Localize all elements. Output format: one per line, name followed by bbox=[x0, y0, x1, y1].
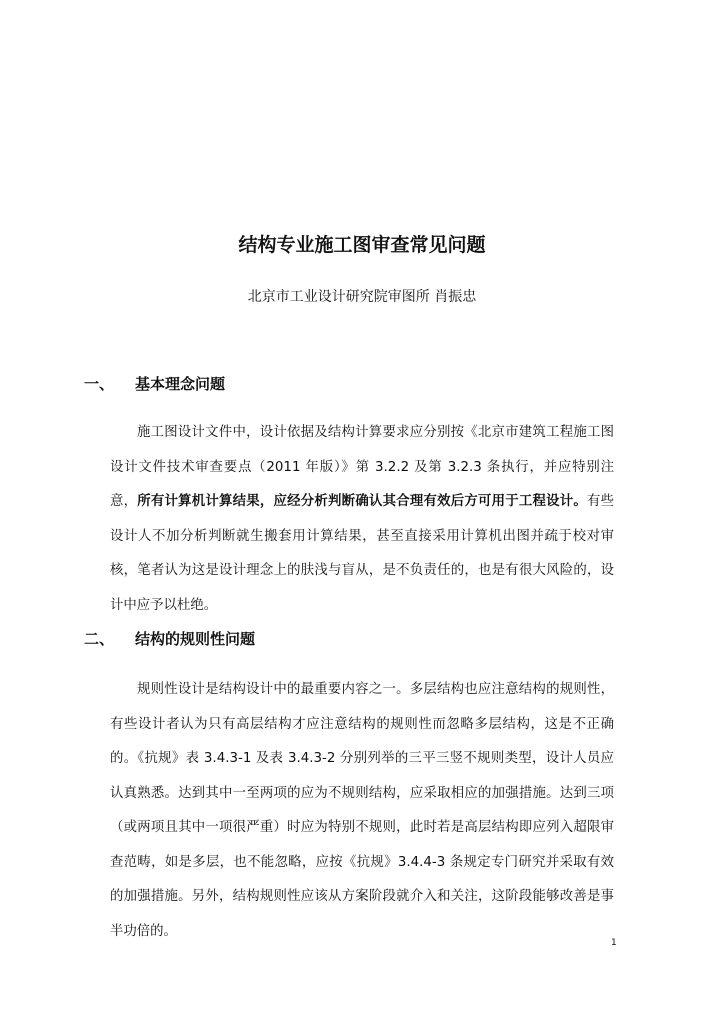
paragraph-1-bold-text: 所有计算机计算结果，应经分析判断确认其合理有效后方可用于工程设计。 bbox=[137, 494, 587, 509]
section-heading-2 bbox=[84, 628, 255, 650]
paragraph-1-text-a: 施工图设计文件中，设计依据及结构计算要求应分别按《北京市建筑工程施工图设计文件技术审查要点（2011 年版）》第 3.2.2 及第 3.2.3 条执行，并应特别注意， bbox=[110, 425, 614, 509]
section-heading-1 bbox=[84, 373, 225, 395]
section-number-1: 一、 bbox=[84, 375, 115, 393]
section-paragraph-1 bbox=[110, 416, 614, 623]
section-title-2: 结构的规则性问题 bbox=[135, 630, 256, 648]
paragraph-1-text-b: 有些设计人不加分析判断就生搬套用计算结果，甚至直接采用计算机出图并疏于校对审核，笔者认为这是设计理念上的肤浅与盲从，是不负责任的，也是有很大风险的，设计中应予以杜绝。 bbox=[110, 494, 615, 613]
author-line: 北京市工业设计研究院审图所 肖振忠 bbox=[247, 289, 477, 305]
section-title-1: 基本理念问题 bbox=[135, 375, 226, 393]
paragraph-2-text: 规则性设计是结构设计中的最重要内容之一。多层结构也应注意结构的规则性，有些设计者认为只有高层结构才应注意结构的规则性而忽略多层结构，这是不正确的。《抗规》表 3.4.3-1 及表 3.4.3-2 分别列举的三平三竖不规则类型，设计人员应认真熟悉。达到其中一至两项的应为不规则结构，应采取相应的加强措施。达到三项（或两项且其中一项很严重）时应为特别不规则，此时若是高层结构即应列入超限审查范畴，如是多层，也不能忽略，应按《抗规》3.4.4-3 条规定专门研究并采取有效的加强措施。另外，结构规则性应该从方案阶段就介入和关注，这阶段能够改善是事半功倍的。 bbox=[110, 682, 614, 939]
section-paragraph-2 bbox=[110, 673, 614, 949]
document-title: 结构专业施工图审查常见问题 bbox=[238, 234, 486, 256]
section-number-2: 二、 bbox=[84, 630, 115, 648]
page-number: 1 bbox=[611, 938, 617, 948]
